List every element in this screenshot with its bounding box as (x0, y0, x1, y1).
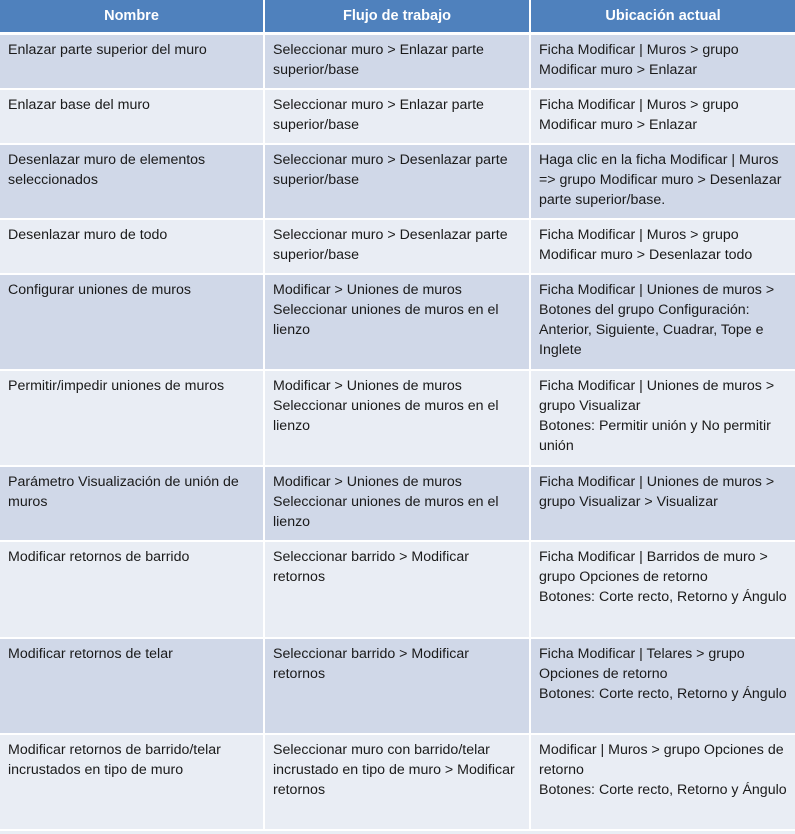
table-row (0, 144, 795, 219)
cell-flujo: Seleccionar barrido > Modificar retornos (264, 638, 530, 734)
header-row (0, 0, 795, 34)
cell-flujo: Seleccionar muro > Enlazar parte superior/base (264, 89, 530, 144)
cell-nombre: Desenlazar muro de todo (0, 219, 264, 274)
cell-ubicacion: Ficha Modificar | Uniones de muros > grupo Visualizar Botones: Permitir unión y No permitir unión (530, 370, 795, 466)
cell-ubicacion: Ficha Modificar | Uniones de muros > grupo Visualizar > Visualizar (530, 466, 795, 541)
cell-ubicacion: Ficha Modificar | Muros > grupo Modificar muro > Desenlazar todo (530, 219, 795, 274)
cell-ubicacion: Ficha Modificar | Muros > grupo Modificar muro > Enlazar (530, 89, 795, 144)
cell-nombre: Modificar retornos de telar (0, 638, 264, 734)
cell-nombre: Parámetro Visualización de unión de muros (0, 466, 264, 541)
cell-ubicacion: Haga clic en la ficha Modificar | Muros => grupo Modificar muro > Desenlazar parte superior/base. (530, 144, 795, 219)
cell-ubicacion: Ficha Modificar | Uniones de muros > Botones del grupo Configuración: Anterior, Siguiente, Cuadrar, Tope e Inglete (530, 274, 795, 370)
cell-nombre: Permitir/impedir uniones de muros (0, 370, 264, 466)
cell-flujo: Seleccionar barrido > Modificar retornos (264, 541, 530, 638)
cell-flujo: Seleccionar muro > Desenlazar parte superior/base (264, 144, 530, 219)
cell-ubicacion: Ficha Modificar | Muros > grupo Modificar muro > Enlazar (530, 34, 795, 90)
cell-nombre: Modificar retornos de barrido/telar incrustados en tipo de muro (0, 734, 264, 830)
table-row (0, 89, 795, 144)
cell-nombre: Desenlazar muro de elementos seleccionados (0, 144, 264, 219)
cell-flujo: Modificar > Uniones de muros Seleccionar uniones de muros en el lienzo (264, 370, 530, 466)
header-flujo-de-trabajo: Flujo de trabajo (264, 0, 530, 34)
cell-ubicacion: Ficha Modificar | Telares > grupo Opciones de retorno Botones: Corte recto, Retorno y Ángulo (530, 638, 795, 734)
header-nombre: Nombre (0, 0, 264, 34)
table-row (0, 734, 795, 830)
cell-nombre: Configurar uniones de muros (0, 274, 264, 370)
cell-nombre: Enlazar parte superior del muro (0, 34, 264, 90)
table-row (0, 219, 795, 274)
cell-ubicacion: Ficha Modificar | Barridos de muro > grupo Opciones de retorno Botones: Corte recto, Retorno y Ángulo (530, 541, 795, 638)
cell-flujo: Seleccionar muro > Enlazar parte superior/base (264, 34, 530, 90)
cell-nombre: Modificar retornos de barrido (0, 541, 264, 638)
table-row (0, 541, 795, 638)
cell-flujo: Modificar > Uniones de muros Seleccionar uniones de muros en el lienzo (264, 274, 530, 370)
cell-flujo: Seleccionar muro > Desenlazar parte superior/base (264, 219, 530, 274)
cell-ubicacion: Modificar | Muros > grupo Opciones de retorno Botones: Corte recto, Retorno y Ángulo (530, 734, 795, 830)
cell-flujo: Modificar > Uniones de muros Seleccionar uniones de muros en el lienzo (264, 466, 530, 541)
table-row (0, 274, 795, 370)
cell-flujo: Seleccionar muro con barrido/telar incrustado en tipo de muro > Modificar retornos (264, 734, 530, 830)
table-row (0, 638, 795, 734)
table-header (0, 0, 795, 34)
table-row (0, 466, 795, 541)
table-row (0, 370, 795, 466)
table-row (0, 34, 795, 90)
table-body (0, 34, 795, 831)
header-ubicacion-actual: Ubicación actual (530, 0, 795, 34)
cell-nombre: Enlazar base del muro (0, 89, 264, 144)
